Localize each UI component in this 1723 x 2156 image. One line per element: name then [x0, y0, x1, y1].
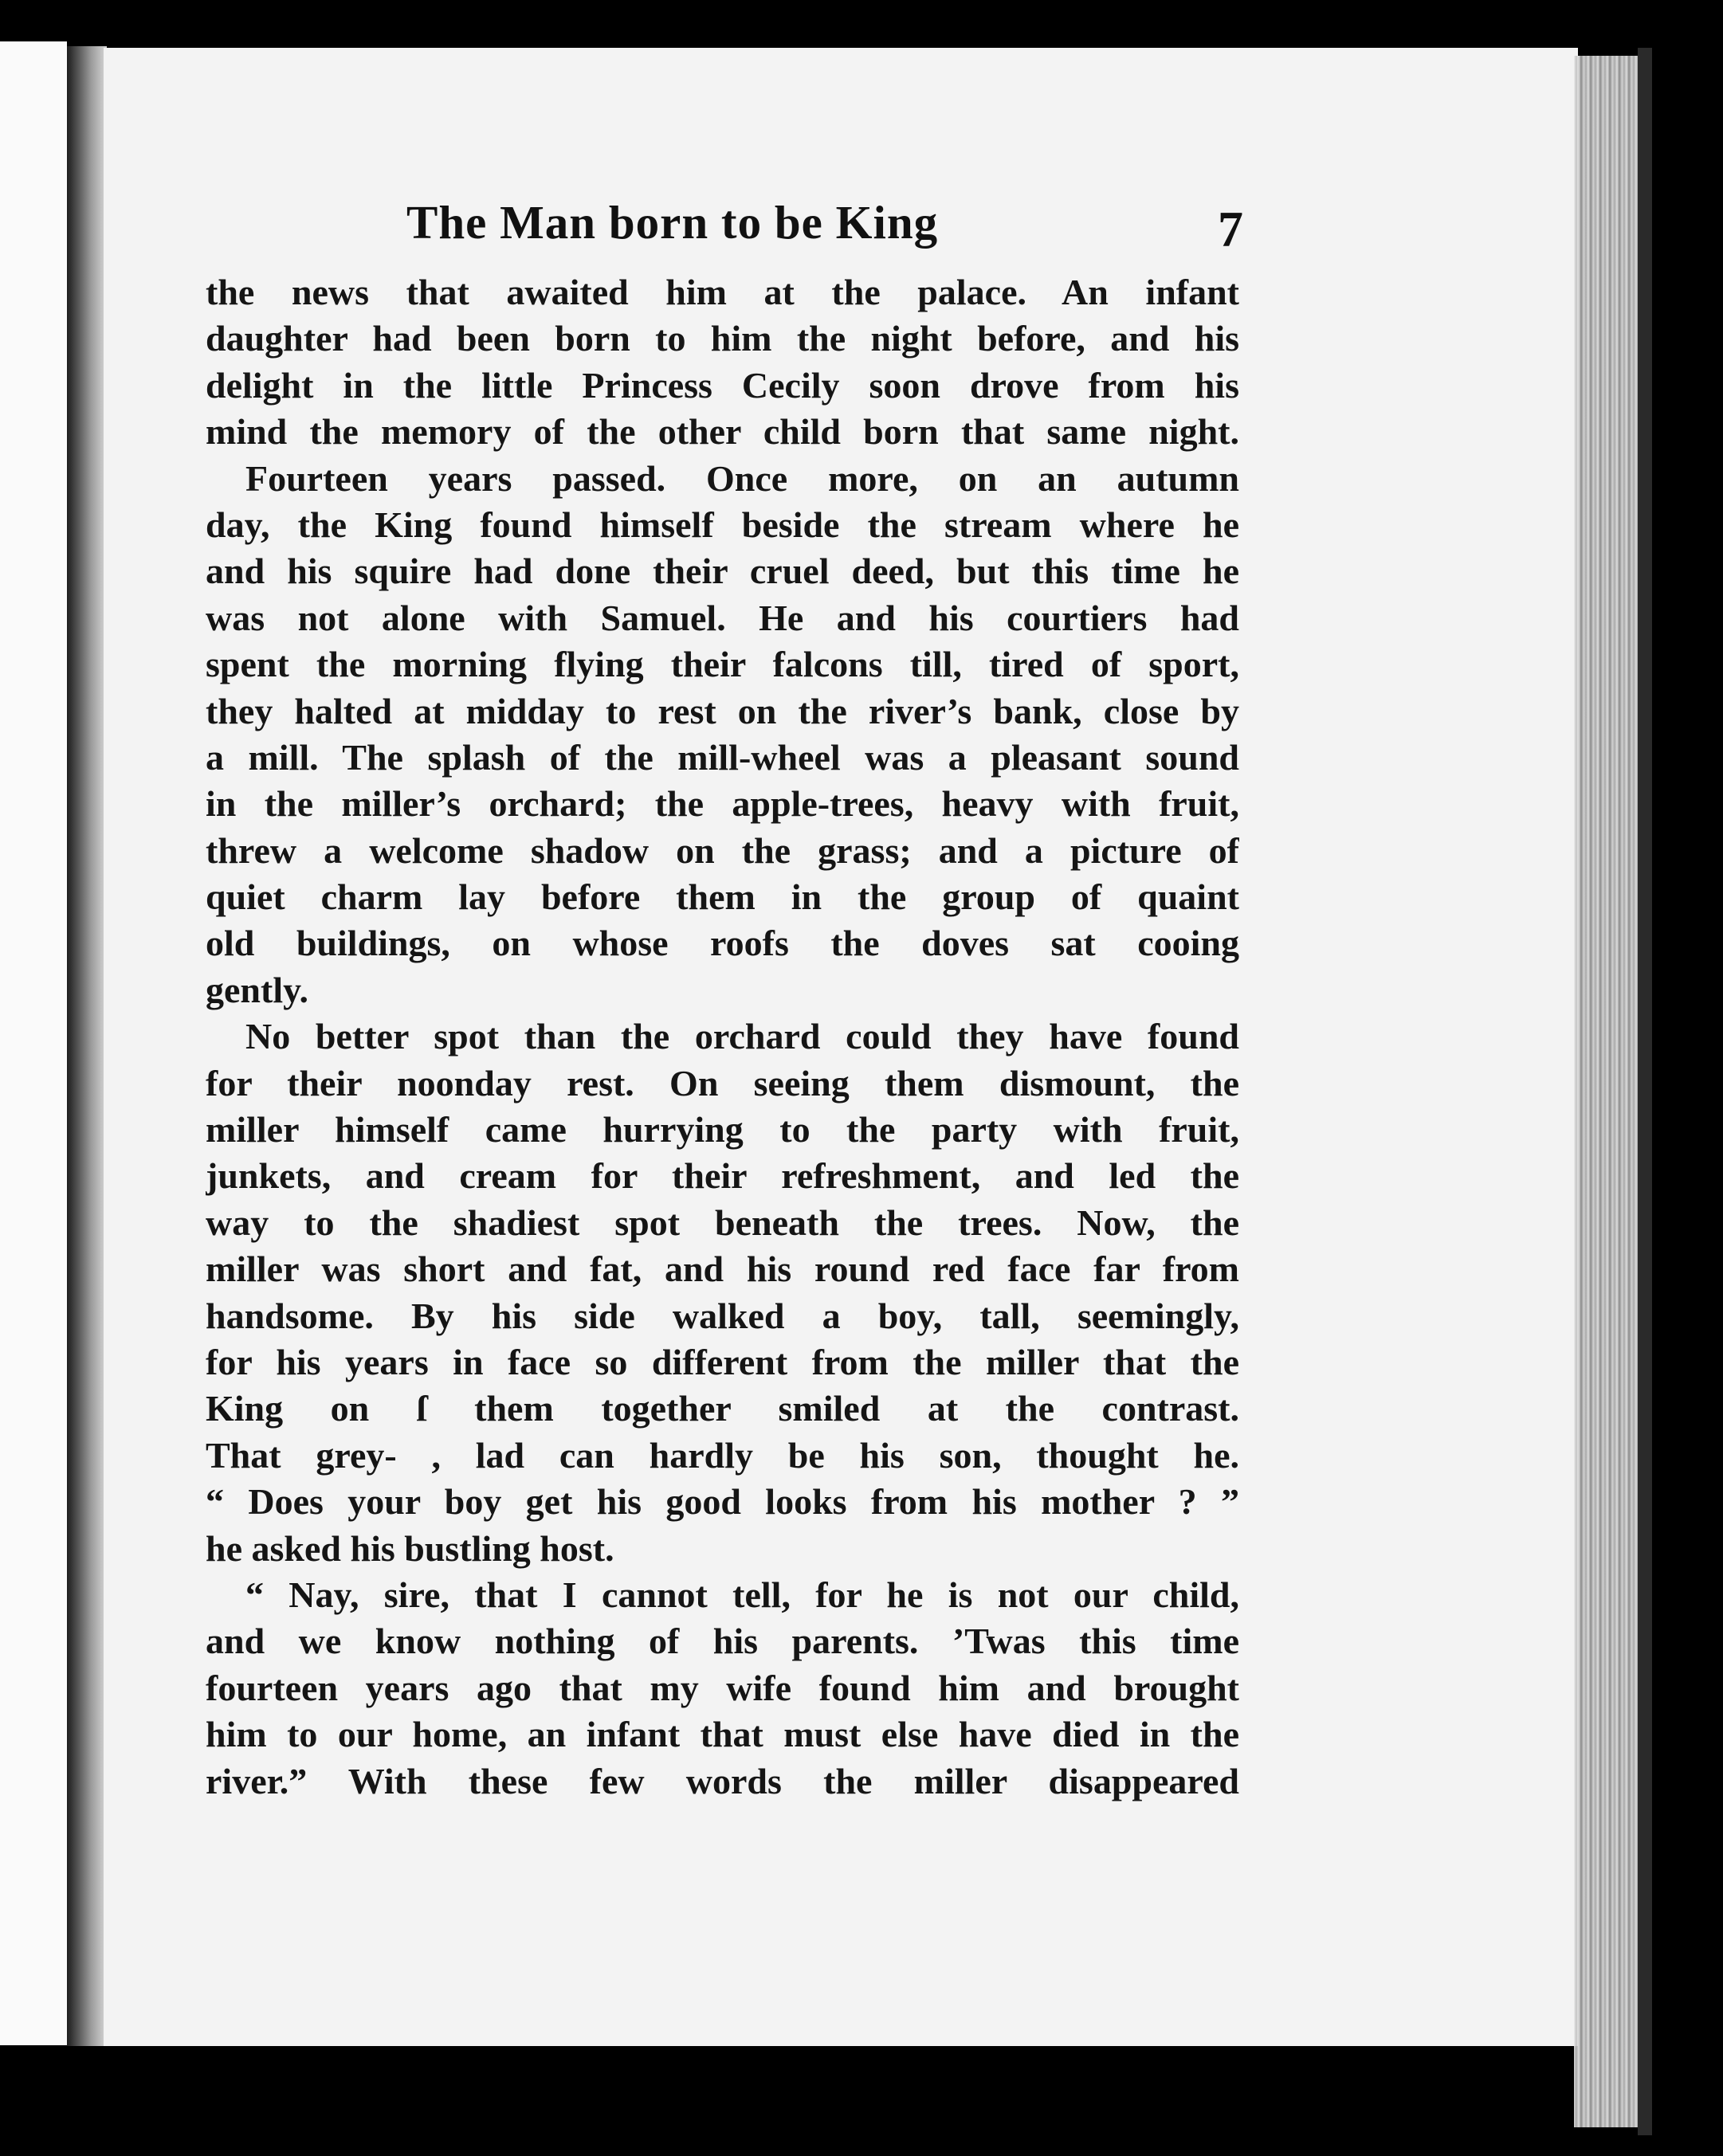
body-text	[206, 269, 1239, 1805]
text-line: and we know nothing of his parents. ’Twas this time	[206, 1621, 1239, 1662]
text-line: King on ſ them together smiled at the contrast.	[206, 1388, 1239, 1429]
text-line: was not alone with Samuel. He and his courtiers had	[206, 597, 1239, 638]
page-header	[398, 195, 1251, 267]
page-fore-edge	[1574, 56, 1638, 2127]
text-line: mind the memory of the other child born that same night.	[206, 411, 1239, 453]
text-line: old buildings, on whose roofs the doves sat cooing	[206, 923, 1239, 964]
text-line: they halted at midday to rest on the river’s bank, close by	[206, 690, 1239, 731]
text-line: miller himself came hurrying to the party with fruit,	[206, 1109, 1239, 1151]
text-line: a mill. The splash of the mill-wheel was a pleasant sound	[206, 736, 1239, 778]
text-line: way to the shadiest spot beneath the trees. Now, the	[206, 1201, 1239, 1243]
text-line: No better spot than the orchard could they have found	[245, 1016, 1239, 1057]
text-line: the news that awaited him at the palace. An infant	[206, 272, 1239, 312]
text-line: for their noonday rest. On seeing them dismount, the	[206, 1062, 1239, 1103]
text-line: fourteen years ago that my wife found him and brought	[206, 1667, 1239, 1708]
text-line: That grey- , lad can hardly be his son, thought he.	[206, 1434, 1239, 1476]
text-line: in the miller’s orchard; the apple-trees, heavy with fruit,	[206, 783, 1239, 825]
running-title: The Man born to be King	[406, 196, 939, 249]
text-line: and his squire had done their cruel deed, but this time he	[206, 551, 1239, 592]
text-line: threw a welcome shadow on the grass; and a picture of	[206, 829, 1239, 871]
binding-gutter	[67, 46, 107, 2046]
text-line: handsome. By his side walked a boy, tall, seemingly,	[206, 1295, 1239, 1336]
text-line: Fourteen years passed. Once more, on an autumn	[245, 457, 1239, 499]
page-number: 7	[1218, 201, 1243, 257]
left-page-edge	[0, 41, 67, 2045]
text-line: “ Nay, sire, that I cannot tell, for he is not our child,	[245, 1574, 1239, 1615]
text-line: gently.	[206, 969, 309, 1010]
text-line: delight in the little Princess Cecily soon drove from his	[206, 364, 1239, 406]
text-line: spent the morning flying their falcons till, tired of sport,	[206, 644, 1239, 685]
text-line: junkets, and cream for their refreshment, and led the	[206, 1155, 1239, 1197]
book-cover-edge	[1638, 48, 1652, 2135]
text-line: him to our home, an infant that must else have died in the	[206, 1714, 1239, 1755]
text-line: he asked his bustling host.	[206, 1527, 614, 1569]
text-line: river.” With these few words the miller disappeared	[206, 1760, 1239, 1801]
text-line: “ Does your boy get his good looks from his mother ? ”	[206, 1481, 1239, 1523]
text-line: daughter had been born to him the night before, and his	[206, 318, 1239, 359]
text-line: for his years in face so different from the miller that the	[206, 1341, 1239, 1382]
text-line: quiet charm lay before them in the group of quaint	[206, 876, 1239, 918]
text-line: day, the King found himself beside the stream where he	[206, 504, 1239, 545]
text-line: miller was short and fat, and his round red face far from	[206, 1249, 1239, 1290]
